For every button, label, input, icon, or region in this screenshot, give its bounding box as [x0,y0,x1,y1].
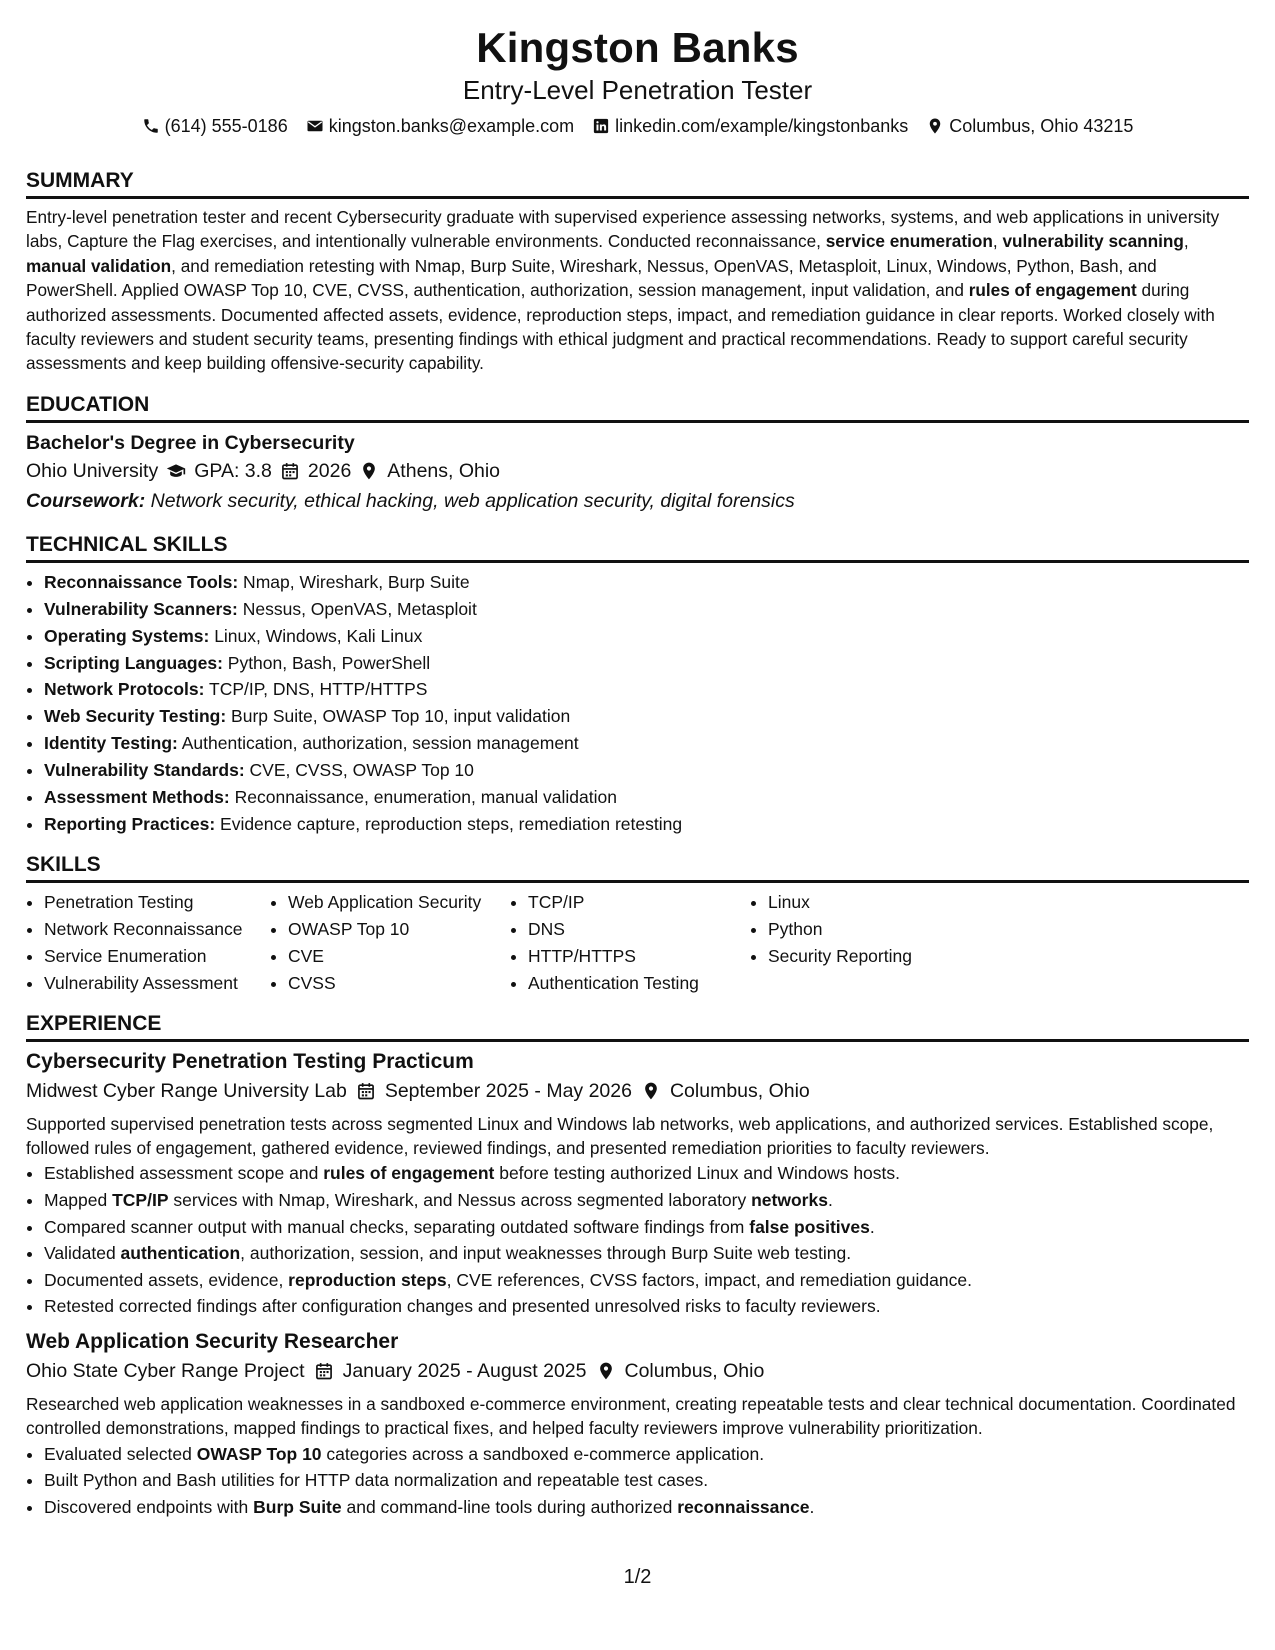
list-item [44,1494,1249,1521]
linkedin-text[interactable]: linkedin.com/example/kingstonbanks [615,116,909,136]
skill-value: Burp Suite, OWASP Top 10, input validation [226,706,571,727]
summary-part: during authorized assessments. Documented affected assets, evidence, reproduction steps, impact, and remediation guidance in clear reports. Worked closely with faculty reviewers and student security teams, presenting findings with ethical judgment and practical recommendations. Ready to support careful security assessments and keep building offensive-security capability. [26,280,1215,374]
list-item [44,1240,1249,1267]
school-location: Athens, Ohio [387,459,501,482]
coursework-text: Network security, ethical hacking, web application security, digital forensics [145,489,795,512]
list-item: • HTTP/HTTPS [528,943,750,970]
job-meta [26,1076,1249,1106]
contact-email[interactable] [306,114,574,138]
bullet-text: . [827,1189,833,1210]
bullet-text: Built Python and Bash utilities for HTTP data normalization and repeatable test cases. [44,1470,709,1491]
graduation-year: 2026 [307,459,352,482]
list-item: • TCP/IP [528,889,750,916]
skill-label: Vulnerability Standards: [44,760,245,781]
calendar-icon [280,461,300,481]
skills-section [26,852,1249,997]
job-meta [26,1356,1249,1386]
job-org: Ohio State Cyber Range Project [26,1359,305,1382]
bullet-keyword: reconnaissance [677,1496,810,1517]
skills-column [750,889,968,997]
envelope-icon [306,117,324,135]
list-item: • CVSS [288,970,510,997]
job-bullets [26,1441,1249,1521]
contact-linkedin[interactable] [592,114,908,138]
skills-column [26,889,270,997]
bullet-keyword: TCP/IP [112,1189,169,1210]
bullet-keyword: reproduction steps [288,1269,447,1290]
list-item: • DNS [528,916,750,943]
bullet-text: Mapped [44,1189,113,1210]
list-item [44,757,1249,784]
summary-part: , [992,231,1003,252]
skill-label: Vulnerability Scanners: [44,598,238,619]
contact-phone [142,114,288,138]
bullet-text: and command-line tools during authorized [341,1496,678,1517]
calendar-icon [314,1361,334,1381]
skills-column [270,889,510,997]
location-text: Columbus, Ohio 43215 [949,116,1134,136]
calendar-icon [356,1081,376,1101]
list-item [44,730,1249,757]
bullet-text: Validated [44,1243,121,1264]
technical-skills-section [26,532,1249,838]
bullet-keyword: rules of engagement [323,1163,495,1184]
bullet-text: Retested corrected findings after configuration changes and presented unresolved risks to faculty reviewers. [44,1296,881,1317]
map-pin-icon [926,117,944,135]
bullet-text: services with Nmap, Wireshark, and Nessus across segmented laboratory [168,1189,752,1210]
list-item [44,784,1249,811]
list-item [44,650,1249,677]
list-item: • Web Application Security [288,889,510,916]
bullet-keyword: false positives [749,1216,870,1237]
list-item: • Network Reconnaissance [44,916,270,943]
skills-grid [26,889,1249,997]
technical-skills-heading: TECHNICAL SKILLS [26,532,1249,563]
page-number: 1/2 [623,1566,652,1588]
candidate-role: Entry-Level Penetration Tester [462,75,813,105]
skill-label: Scripting Languages: [44,652,223,673]
bullet-text: categories across a sandboxed e-commerce application. [321,1443,765,1464]
contact-row [26,114,1249,138]
skills-column [510,889,750,997]
list-item: • Linux [768,889,968,916]
list-item: • OWASP Top 10 [288,916,510,943]
summary-part: Entry-level penetration tester and recent Cybersecurity graduate with supervised experience assessing networks, systems, and web applications in university labs, Capture the Flag exercises, and intentionally vulnerable environments. Conducted reconnaissance, [26,207,1220,252]
bullet-text: . [869,1216,875,1237]
skill-label: Reconnaissance Tools: [44,571,239,592]
education-meta [26,456,1249,486]
job-location: Columbus, Ohio [624,1359,765,1382]
list-item [44,596,1249,623]
phone-text: (614) 555-0186 [164,116,288,136]
job-title: Web Application Security Researcher [26,1329,399,1353]
bullet-keyword: OWASP Top 10 [196,1443,322,1464]
summary-part: , and remediation retesting with Nmap, Burp Suite, Wireshark, Nessus, OpenVAS, Metasploit, Linux, Windows, Python, Bash, and PowerShell. Applied OWASP Top 10, CVE, CVSS, authentication, authorization, session management, input validation, and [26,255,1157,301]
linkedin-icon [592,117,610,135]
skill-label: Identity Testing: [44,733,178,754]
bullet-keyword: Burp Suite [253,1496,342,1517]
experience-section [26,1011,1249,1521]
job-org: Midwest Cyber Range University Lab [26,1079,347,1102]
summary-keyword: vulnerability scanning [1002,231,1184,252]
skill-label: Network Protocols: [44,679,205,700]
bullet-text: . [809,1496,815,1517]
list-item: • Vulnerability Assessment [44,970,270,997]
bullet-text: before testing authorized Linux and Windows hosts. [494,1163,901,1184]
graduation-cap-icon [166,461,186,481]
candidate-name: Kingston Banks [476,24,799,71]
skill-label: Reporting Practices: [44,814,216,834]
bullet-text: , CVE references, CVSS factors, impact, and remediation guidance. [446,1269,972,1290]
summary-keyword: service enumeration [825,231,993,252]
list-item [44,1293,1249,1320]
list-item: • CVE [288,943,510,970]
skill-value: Evidence capture, reproduction steps, remediation retesting [215,814,683,834]
summary-part: , [1183,231,1189,252]
bullet-keyword: networks [751,1189,828,1210]
job-description: Researched web application weaknesses in a sandboxed e-commerce environment, creating repeatable tests and clear technical documentation. Coordinated controlled demonstrations, mapped findings to practical fixes, and helped faculty reviewers improve vulnerability prioritization. [26,1393,1236,1439]
job-entry [26,1328,1249,1521]
summary-section [26,168,1249,376]
list-item [44,569,1249,596]
resume-header [26,22,1249,138]
summary-text [26,205,1249,376]
list-item [44,811,1249,838]
summary-keyword: rules of engagement [968,280,1137,301]
list-item: • Security Reporting [768,943,968,970]
technical-skills-list [26,569,1249,838]
skill-value: TCP/IP, DNS, HTTP/HTTPS [204,679,428,700]
skill-value: CVE, CVSS, OWASP Top 10 [244,760,474,781]
phone-icon [142,117,160,135]
bullet-text: Established assessment scope and [44,1163,324,1184]
list-item [44,1267,1249,1294]
coursework-line [26,486,1249,516]
job-bullets [26,1160,1249,1320]
list-item: • Service Enumeration [44,943,270,970]
job-dates: September 2025 - May 2026 [384,1079,632,1102]
list-item [44,703,1249,730]
list-item [44,1467,1249,1494]
list-item [44,1160,1249,1187]
email-text[interactable]: kingston.banks@example.com [328,116,575,136]
job-description: Supported supervised penetration tests across segmented Linux and Windows lab networks, web applications, and authorized services. Established scope, followed rules of engagement, gathered evidence, reviewed findings, and presented remediation priorities to faculty reviewers. [26,1113,1214,1158]
skill-label: Assessment Methods: [44,787,230,808]
skill-value: Authentication, authorization, session management [177,733,579,754]
job-location: Columbus, Ohio [669,1079,810,1102]
map-pin-icon [359,461,379,481]
map-pin-icon [641,1081,661,1101]
education-section [26,392,1249,516]
skill-label: Web Security Testing: [44,706,227,727]
list-item [44,676,1249,703]
bullet-keyword: authentication [120,1243,241,1264]
bullet-text: Compared scanner output with manual checks, separating outdated software findings from [44,1216,750,1237]
list-item: • Python [768,916,968,943]
job-dates: January 2025 - August 2025 [342,1359,587,1382]
gpa-text: GPA: 3.8 [194,459,272,482]
school-name: Ohio University [26,459,159,482]
list-item [44,1187,1249,1214]
skills-heading: SKILLS [26,852,1249,883]
skill-value: Nmap, Wireshark, Burp Suite [238,571,470,592]
list-item: • Authentication Testing [528,970,750,997]
summary-heading: SUMMARY [26,168,1249,199]
job-title: Cybersecurity Penetration Testing Practicum [26,1049,474,1073]
skill-label: Operating Systems: [44,625,210,646]
list-item: • Penetration Testing [44,889,270,916]
map-pin-icon [596,1361,616,1381]
experience-heading: EXPERIENCE [26,1011,1249,1042]
coursework-label: Coursework: [26,489,146,512]
bullet-text: , authorization, session, and input weaknesses through Burp Suite web testing. [240,1243,852,1264]
bullet-text: Discovered endpoints with [44,1496,254,1517]
degree-title: Bachelor's Degree in Cybersecurity [26,431,355,454]
bullet-text: Evaluated selected [44,1443,197,1464]
skill-value: Nessus, OpenVAS, Metasploit [237,598,477,619]
summary-keyword: manual validation [26,255,172,276]
education-heading: EDUCATION [26,392,1249,423]
list-item [44,623,1249,650]
skill-value: Python, Bash, PowerShell [222,652,431,673]
skill-value: Reconnaissance, enumeration, manual validation [229,787,617,808]
job-entry [26,1048,1249,1320]
skill-value: Linux, Windows, Kali Linux [209,625,423,646]
list-item [44,1214,1249,1241]
contact-location [926,114,1133,138]
list-item [44,1441,1249,1468]
bullet-text: Documented assets, evidence, [44,1269,289,1290]
